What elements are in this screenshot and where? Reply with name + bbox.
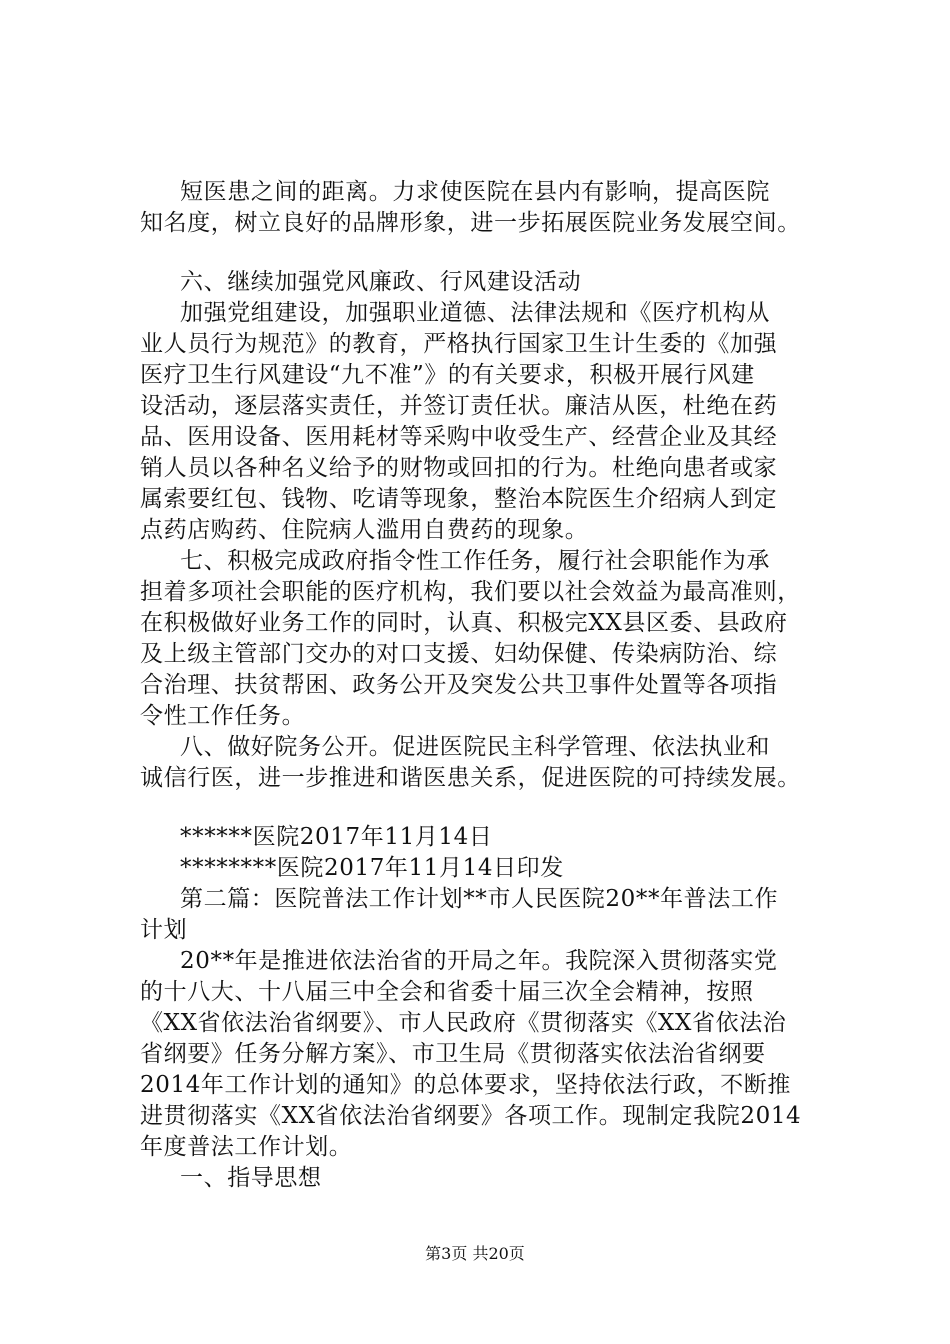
text-line: 知名度，树立良好的品牌形象，进一步拓展医院业务发展空间。 <box>140 210 801 236</box>
text-line: 担着多项社会职能的医疗机构，我们要以社会效益为最高准则， <box>140 579 801 605</box>
text-line: 医疗卫生行风建设“九不准”》的有关要求，积极开展行风建 <box>140 362 755 388</box>
text-line: 2014年工作计划的通知》的总体要求，坚持依法行政，不断推 <box>140 1072 791 1098</box>
text-line: 七、积极完成政府指令性工作任务，履行社会职能作为承 <box>180 548 770 574</box>
text-line: 《XX省依法治省纲要》、市人民政府《贯彻落实《XX省依法治 <box>140 1010 787 1036</box>
text-line: 及上级主管部门交办的对口支援、妇幼保健、传染病防治、综 <box>140 641 778 667</box>
text-line: 业人员行为规范》的教育，严格执行国家卫生计生委的《加强 <box>140 331 778 357</box>
text-line: 年度普法工作计划。 <box>140 1134 353 1160</box>
text-line: 品、医用设备、医用耗材等采购中收受生产、经营企业及其经 <box>140 424 778 450</box>
text-line: 在积极做好业务工作的同时，认真、积极完XX县区委、县政府 <box>140 610 788 636</box>
text-line: 的十八大、十八届三中全会和省委十届三次全会精神，按照 <box>140 979 754 1005</box>
section-heading: 第二篇：医院普法工作计划**市人民医院20**年普法工作 <box>180 886 779 912</box>
text-line: 设活动，逐层落实责任，并签订责任状。廉洁从医，杜绝在药 <box>140 393 778 419</box>
text-line: 省纲要》任务分解方案》、市卫生局《贯彻落实依法治省纲要 <box>140 1041 766 1067</box>
text-line: 加强党组建设，加强职业道德、法律法规和《医疗机构从 <box>180 300 770 326</box>
text-line: 属索要红包、钱物、吃请等现象，整治本院医生介绍病人到定 <box>140 486 778 512</box>
text-line: 八、做好院务公开。促进医院民主科学管理、依法执业和 <box>180 734 770 760</box>
text-line: 短医患之间的距离。力求使医院在县内有影响，提高医院 <box>180 179 770 205</box>
text-line: 合治理、扶贫帮困、政务公开及突发公共卫事件处置等各项指 <box>140 672 778 698</box>
text-line: 销人员以各种名义给予的财物或回扣的行为。杜绝向患者或家 <box>140 455 778 481</box>
text-line: 点药店购药、住院病人滥用自费药的现象。 <box>140 517 589 543</box>
text-line: 进贯彻落实《XX省依法治省纲要》各项工作。现制定我院2014 <box>140 1103 802 1129</box>
section-heading: 一、指导思想 <box>180 1165 322 1191</box>
text-line: 计划 <box>140 917 188 943</box>
signature-line: ********医院2017年11月14日印发 <box>180 855 564 881</box>
signature-line: ******医院2017年11月14日 <box>180 824 493 850</box>
section-heading: 六、继续加强党风廉政、行风建设活动 <box>180 269 582 295</box>
text-line: 令性工作任务。 <box>140 703 306 729</box>
text-line: 20**年是推进依法治省的开局之年。我院深入贯彻落实党 <box>180 948 778 974</box>
page-number: 第3页 共20页 <box>425 1244 525 1263</box>
text-line: 诚信行医，进一步推进和谐医患关系，促进医院的可持续发展。 <box>140 765 801 791</box>
